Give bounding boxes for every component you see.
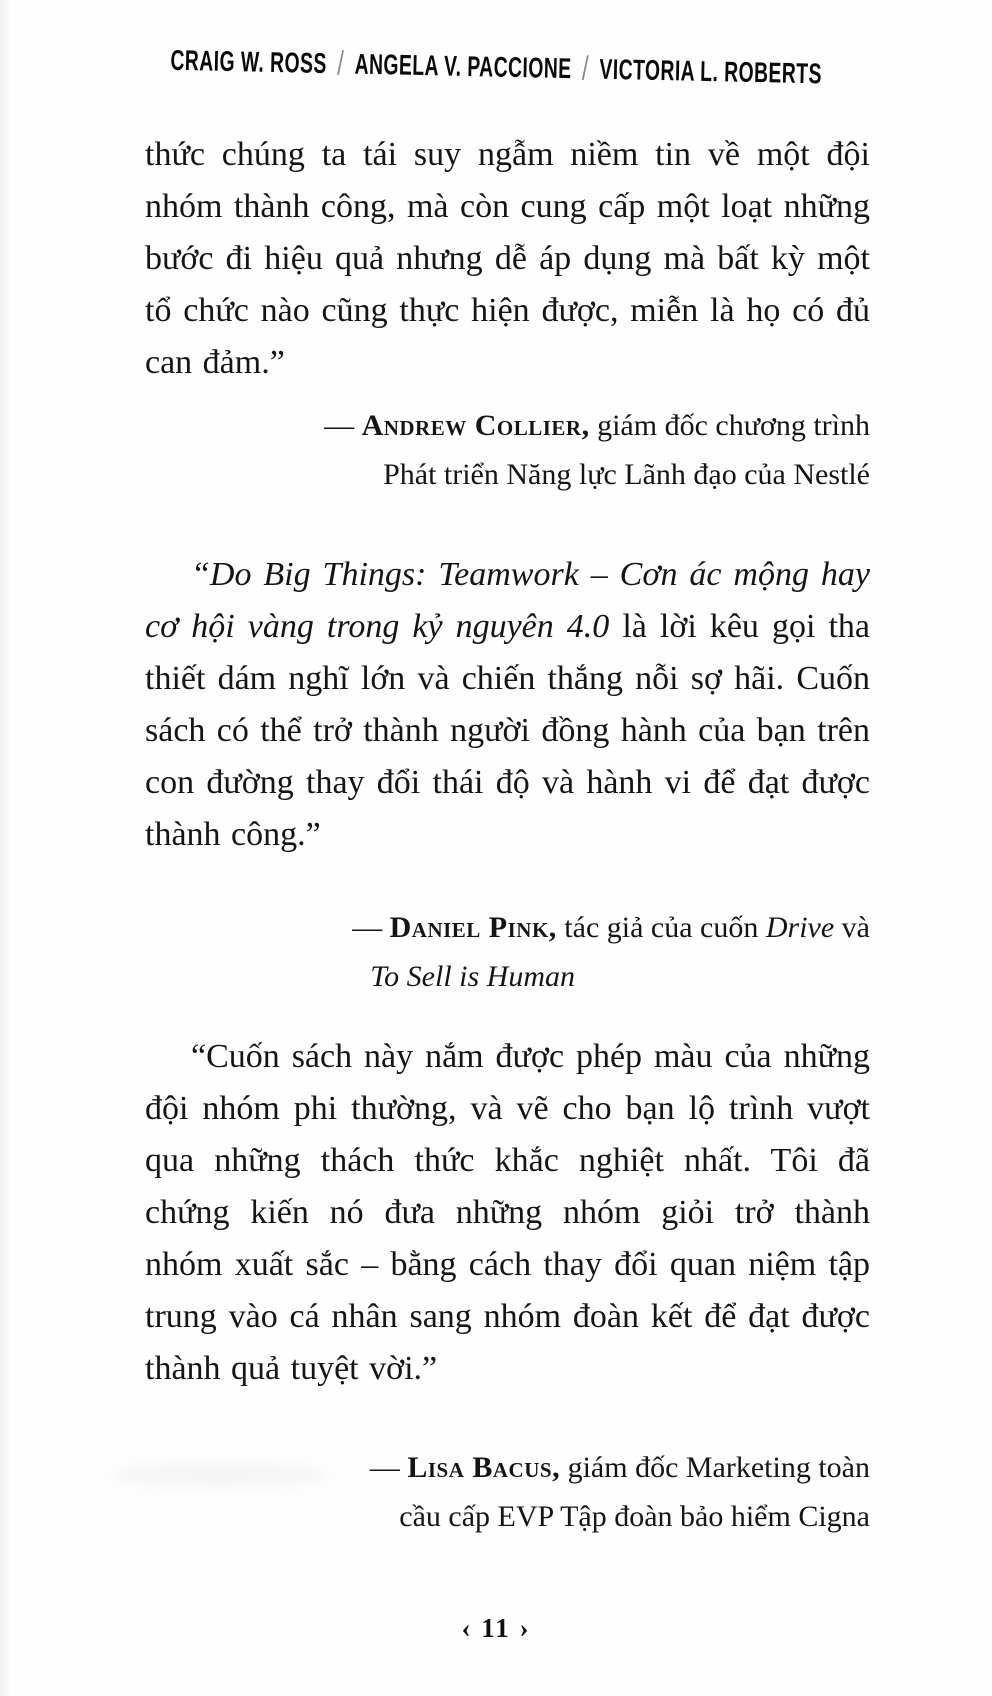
attribution-line: [145, 401, 870, 450]
page-content: [0, 129, 992, 1541]
attribution-lisa-bacus: [145, 1443, 870, 1541]
attribution-dash: —: [324, 409, 362, 442]
page-number: ‹ 11 ›: [461, 1613, 531, 1643]
attribution-name: Daniel Pink,: [389, 911, 557, 944]
attribution-role-continued: Phát triển Năng lực Lãnh đạo của Nestlé: [383, 458, 870, 491]
quote-2-text: là lời kêu gọi tha thiết dám nghĩ lớn và chiến thắng nỗi sợ hãi. Cuốn sách có thể trở thành người đồng hành của bạn trên con đường thay đổi thái độ và hành vi để đạt được thành công.”: [145, 608, 871, 853]
author-name-angela-paccione: ANGELA V. PACCIONE: [354, 47, 572, 85]
page-header: [0, 0, 992, 90]
endorsement-quote-2: [145, 549, 870, 861]
author-separator-slash: /: [336, 43, 345, 83]
attribution-dash: —: [369, 1451, 408, 1484]
endorsement-quote-1: [145, 129, 870, 389]
attribution-role: giám đốc chương trình: [589, 409, 870, 442]
endorsement-quote-3: [145, 1031, 870, 1395]
attribution-name: Andrew Collier,: [361, 409, 590, 442]
quote-3-text: “Cuốn sách này nắm được phép màu của những đội nhóm phi thường, và vẽ cho bạn lộ trình vượt qua những thách thức khắc nghiệt nhất. Tôi đã chứng kiến nó đưa những nhóm giỏi trở thành nhóm xuất sắc – bằng cách thay đổi quan niệm tập trung vào cá nhân sang nhóm đoàn kết để đạt được thành quả tuyệt vời.”: [145, 1038, 870, 1387]
attribution-daniel-pink: [145, 903, 870, 1001]
book-title-drive: Drive: [765, 911, 835, 944]
author-separator-slash: /: [581, 48, 590, 88]
attribution-name: Lisa Bacus,: [407, 1451, 561, 1484]
author-name-craig-ross: CRAIG W. ROSS: [169, 43, 327, 80]
attribution-role-continued: cầu cấp EVP Tập đoàn bảo hiểm Cigna: [399, 1500, 870, 1533]
quote-2-book-title: “Do Big Things: Teamwork – Cơn ác mộng hay cơ hội vàng trong kỷ nguyên 4.0: [145, 556, 870, 645]
authors-header-line: [170, 39, 822, 93]
author-name-victoria-roberts: VICTORIA L. ROBERTS: [598, 52, 823, 90]
quote-1-text: thức chúng ta tái suy ngẫm niềm tin về một đội nhóm thành công, mà còn cung cấp một loạt những bước đi hiệu quả nhưng dễ áp dụng mà bất kỳ một tổ chức nào cũng thực hiện được, miễn là họ có đủ can đảm.”: [145, 136, 870, 381]
attribution-role: tác giả của cuốn: [556, 911, 766, 944]
attribution-role-suffix: và: [834, 911, 870, 944]
attribution-role: giám đốc Marketing toàn: [560, 1451, 870, 1484]
attribution-dash: —: [352, 911, 390, 944]
attribution-line: [145, 1443, 870, 1492]
book-title-to-sell-is-human: To Sell is Human: [370, 960, 575, 993]
attribution-andrew-collier: [145, 401, 870, 499]
attribution-line: [145, 903, 870, 952]
